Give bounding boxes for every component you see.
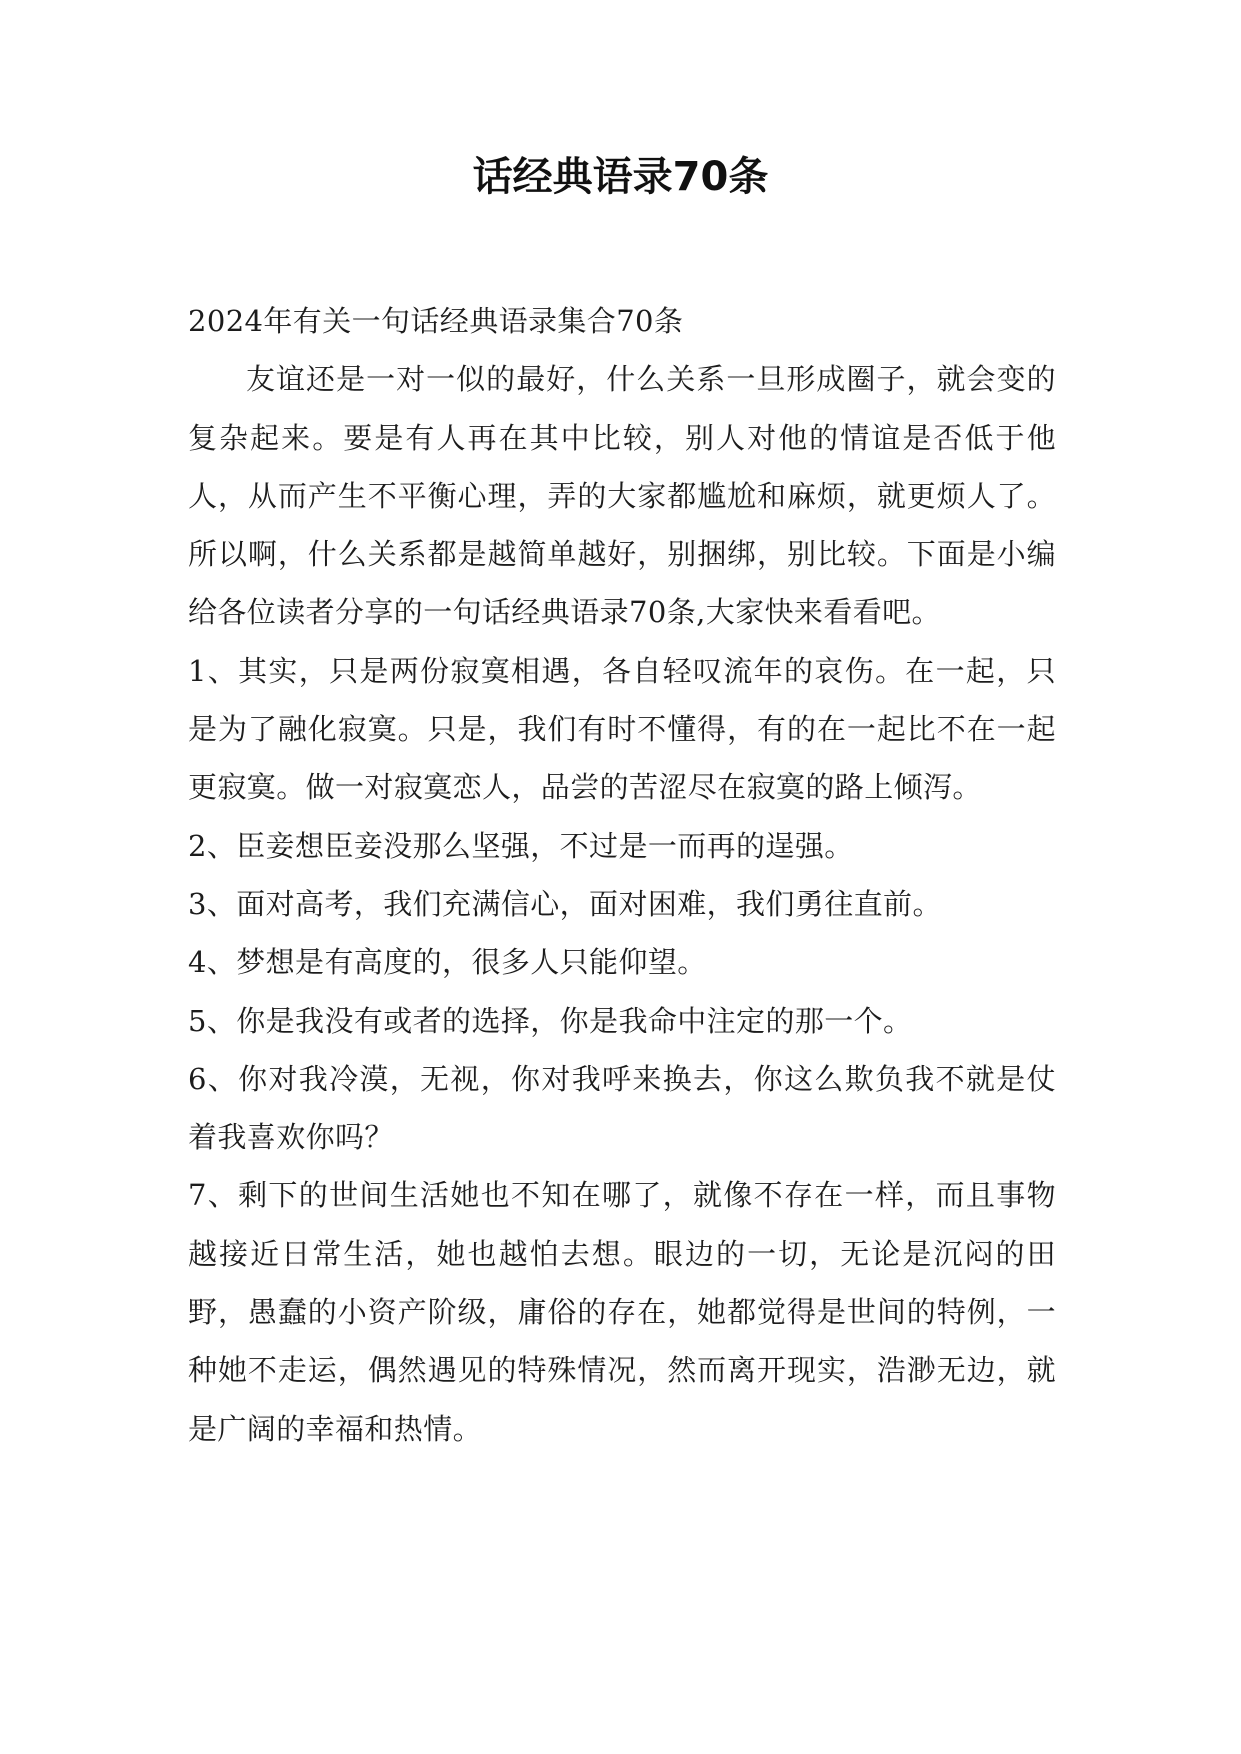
quote-item-5: 5、你是我没有或者的选择，你是我命中注定的那一个。 [188,1003,913,1038]
document-body [188,292,1056,1458]
document-title: 话经典语录70条 [472,154,769,200]
quote-item-1: 1、其实，只是两份寂寞相遇，各自轻叹流年的哀伤。在一起，只是为了融化寂寞。只是，我们有时不懂得，有的在一起比不在一起更寂寞。做一对寂寞恋人，品尝的苦涩尽在寂寞的路上倾泻。 [188,653,1056,805]
quote-item-3: 3、面对高考，我们充满信心，面对困难，我们勇往直前。 [188,886,942,921]
quote-item-6: 6、你对我冷漠，无视，你对我呼来换去，你这么欺负我不就是仗着我喜欢你吗？ [188,1061,1056,1155]
quote-item-4: 4、梦想是有高度的，很多人只能仰望。 [188,945,707,980]
quote-item-7: 7、剩下的世间生活她也不知在哪了，就像不存在一样，而且事物越接近日常生活，她也越怕去想。眼边的一切，无论是沉闷的田野，愚蠢的小资产阶级，庸俗的存在，她都觉得是世间的特例，一种她不走运，偶然遇见的特殊情况，然而离开现实，浩渺无边，就是广阔的幸福和热情。 [188,1178,1056,1446]
intro-paragraph: 友谊还是一对一似的最好，什么关系一旦形成圈子，就会变的复杂起来。要是有人再在其中比较，别人对他的情谊是否低于他人，从而产生不平衡心理，弄的大家都尴尬和麻烦，就更烦人了。所以啊，什么关系都是越简单越好，别捆绑，别比较。下面是小编给各位读者分享的一句话经典语录70条,大家快来看看吧。 [188,362,1056,630]
quote-item-2: 2、臣妾想臣妾没那么坚强，不过是一而再的逞强。 [188,828,854,863]
document-subtitle: 2024年有关一句话经典语录集合70条 [188,304,684,338]
